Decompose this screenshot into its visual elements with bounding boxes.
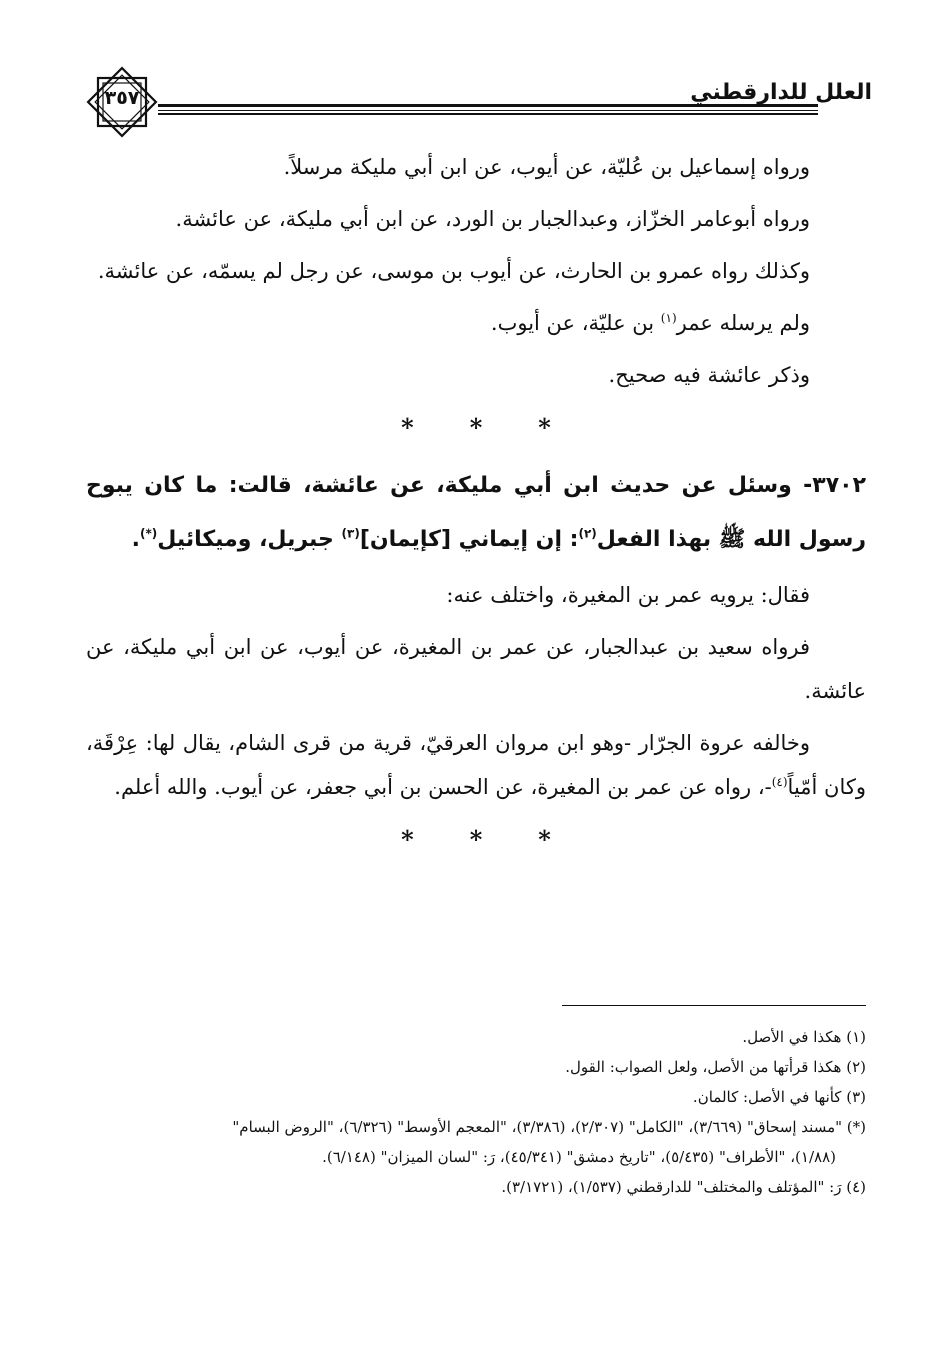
paragraph: وذكر عائشة فيه صحيح. (608, 363, 810, 387)
footnote-ref: (٢) (578, 526, 597, 541)
paragraph: ورواه أبوعامر الخزّاز، وعبدالجبار بن الورد، عن ابن أبي مليكة، عن عائشة. (175, 207, 810, 231)
footnote-ref: (٣) (341, 526, 360, 541)
page-header (82, 62, 872, 142)
running-title: العلل للدارقطني (690, 80, 872, 105)
page-number: ٣٥٧ (104, 87, 140, 109)
star-mark: * (469, 825, 483, 854)
footnote-ref: (١) (660, 311, 677, 325)
footnote: (٢) هكذا قرأتها من الأصل، ولعل الصواب: القول. (565, 1058, 866, 1076)
paragraph: وخالفه عروة الجرّار -وهو ابن مروان العرقيّ، قرية من قرى الشام، يقال لها: عِرْقَة، وكان أمّياً$^{(٤)}$-، رواه عن عمر بن المغيرة، عن الحسن بن أبي جعفر، عن أيوب. والله أعلم. (86, 731, 866, 799)
paragraph: ولم يرسله عمر$^{(١)}$ بن عليّة، عن أيوب. (490, 311, 810, 335)
star-mark: * (401, 825, 414, 854)
star-mark: * (538, 413, 551, 442)
section-separator (86, 825, 866, 859)
main-text (86, 145, 866, 871)
footnote-divider (562, 1005, 866, 1006)
paragraph: فرواه سعيد بن عبدالجبار، عن عمر بن المغيرة، عن أيوب، عن ابن أبي مليكة، عن عائشة. (86, 635, 866, 703)
paragraph: فقال: يرويه عمر بن المغيرة، واختلف عنه: (446, 583, 810, 607)
paragraph: ورواه إسماعيل بن عُليّة، عن أيوب، عن ابن أبي مليكة مرسلاً. (283, 155, 810, 179)
footnote-continuation: (١/٨٨)، "الأطراف" (٥/٤٣٥)، "تاريخ دمشق" (٤٥/٣٤١)، رَ: "لسان الميزان" (٦/١٤٨). (322, 1148, 836, 1166)
footnote: (٣) كأنها في الأصل: كالمان. (692, 1088, 866, 1106)
star-mark: * (469, 413, 483, 442)
header-rule (158, 104, 818, 116)
page-number-badge (82, 62, 162, 142)
section-separator (86, 413, 866, 447)
footnote: (*) "مسند إسحاق" (٣/٦٦٩)، "الكامل" (٢/٣٠٧)، (٣/٣٨٦)، "المعجم الأوسط" (٦/٣٢٦)، "الروض البسام" (232, 1118, 866, 1136)
paragraph: وكذلك رواه عمرو بن الحارث، عن أيوب بن موسى، عن رجل لم يسمّه، عن عائشة. (97, 259, 810, 283)
star-mark: * (538, 825, 551, 854)
footnote-ref: (٤) (771, 775, 788, 789)
footnote: (٤) رَ: "المؤتلف والمختلف" للدارقطني (١/٥٣٧)، (٣/١٧٢١). (501, 1178, 866, 1196)
entry-heading: ٣٧٠٢- وسئل عن حديث ابن أبي مليكة، عن عائشة، قالت: ما كان يبوح رسول الله ﷺ بهذا الفعل$^{(٢)}$: إن إيماني [كإيمان]$^{(٣)}$ جبريل، وميكائيل(*). (86, 473, 866, 552)
footnote: (١) هكذا في الأصل. (742, 1028, 866, 1046)
star-mark: * (401, 413, 414, 442)
footnotes (86, 1022, 866, 1202)
footnote-ref: (*) (139, 526, 158, 541)
